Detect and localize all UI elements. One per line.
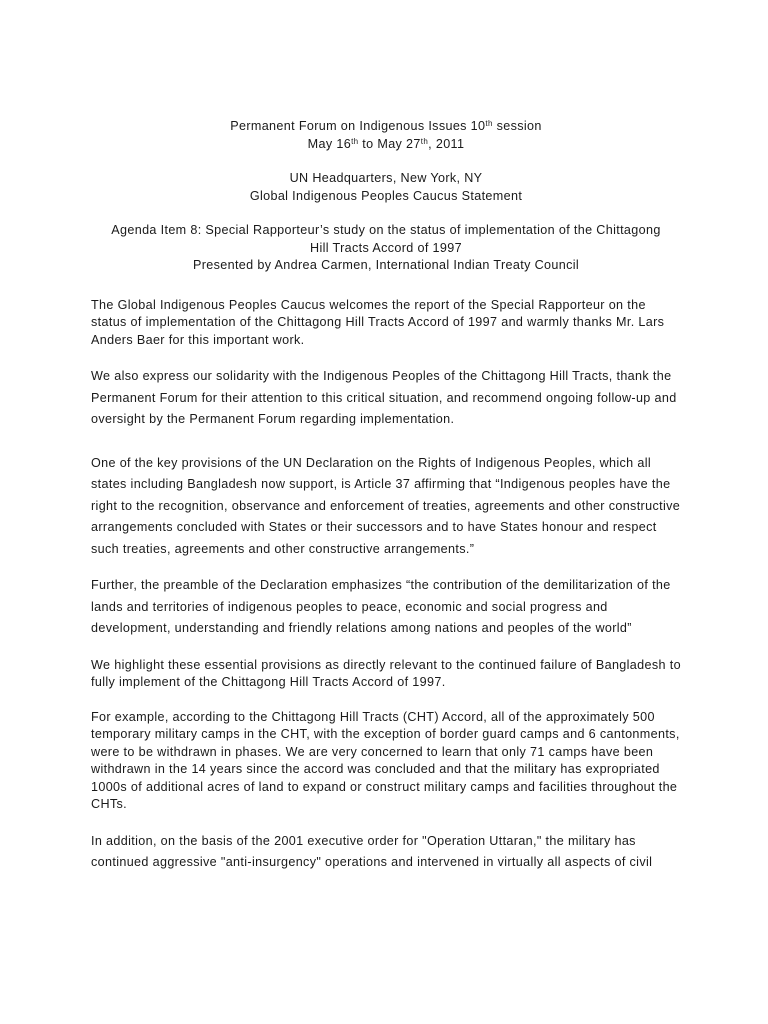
forum-title: Permanent Forum on Indigenous Issues 10th session bbox=[230, 119, 542, 133]
statement-title: Global Indigenous Peoples Caucus Statement bbox=[249, 188, 523, 203]
paragraph-highlight: We highlight these essential provisions as directly relevant to the continued failure of Bangladesh to fully implement of the Chittagong Hill Tracts Accord of 1997. bbox=[91, 657, 681, 689]
venue-block bbox=[91, 170, 681, 205]
paragraph-preamble: Further, the preamble of the Declaration emphasizes “the contribution of the demilitarization of the lands and territories of indigenous peoples to peace, economic and social progress and development, understanding and friendly relations among nations and peoples of the world” bbox=[91, 578, 671, 635]
paragraph-solidarity: We also express our solidarity with the Indigenous Peoples of the Chittagong Hill Tracts, thank the Permanent Forum for their attention to this critical situation, and recommend ongoing follow-up and oversight by the Permanent Forum regarding implementation. bbox=[91, 369, 677, 426]
agenda-block bbox=[91, 222, 681, 275]
paragraph-military-camps: For example, according to the Chittagong Hill Tracts (CHT) Accord, all of the approximately 500 temporary military camps in the CHT, with the exception of border guard camps and 6 cantonments, were to be withdrawn in phases. We are very concerned to learn that only 71 camps have been withdrawn in the 14 years since the accord was concluded and that the military has expropriated 1000s of additional acres of land to expand or construct military camps and facilities throughout the CHTs. bbox=[91, 709, 680, 811]
session-dates: May 16th to May 27th, 2011 bbox=[307, 136, 465, 151]
document-body bbox=[91, 118, 681, 874]
document-header bbox=[91, 118, 681, 153]
venue: UN Headquarters, New York, NY bbox=[289, 171, 483, 185]
paragraph-article-37: One of the key provisions of the UN Declaration on the Rights of Indigenous Peoples, which all states including Bangladesh now support, is Article 37 affirming that “Indigenous peoples have the right to the recognition, observance and enforcement of treaties, agreements and other constructive arrangements concluded with States or their successors and to have States honour and respect such treaties, agreements and other constructive arrangements.” bbox=[91, 455, 681, 556]
paragraph-operation-uttaran: In addition, on the basis of the 2001 executive order for "Operation Uttaran," the military has continued aggressive "anti-insurgency" operations and intervened in virtually all aspects of civil bbox=[91, 833, 653, 869]
agenda-item-line1: Agenda Item 8: Special Rapporteur’s study on the status of implementation of the Chittagong bbox=[111, 223, 661, 237]
agenda-item-line2: Hill Tracts Accord of 1997 bbox=[310, 240, 462, 255]
presenter: Presented by Andrea Carmen, International Indian Treaty Council bbox=[192, 258, 580, 272]
paragraph-welcome: The Global Indigenous Peoples Caucus welcomes the report of the Special Rapporteur on the status of implementation of the Chittagong Hill Tracts Accord of 1997 and warmly thanks Mr. Lars Anders Baer for this important work. bbox=[91, 297, 665, 347]
